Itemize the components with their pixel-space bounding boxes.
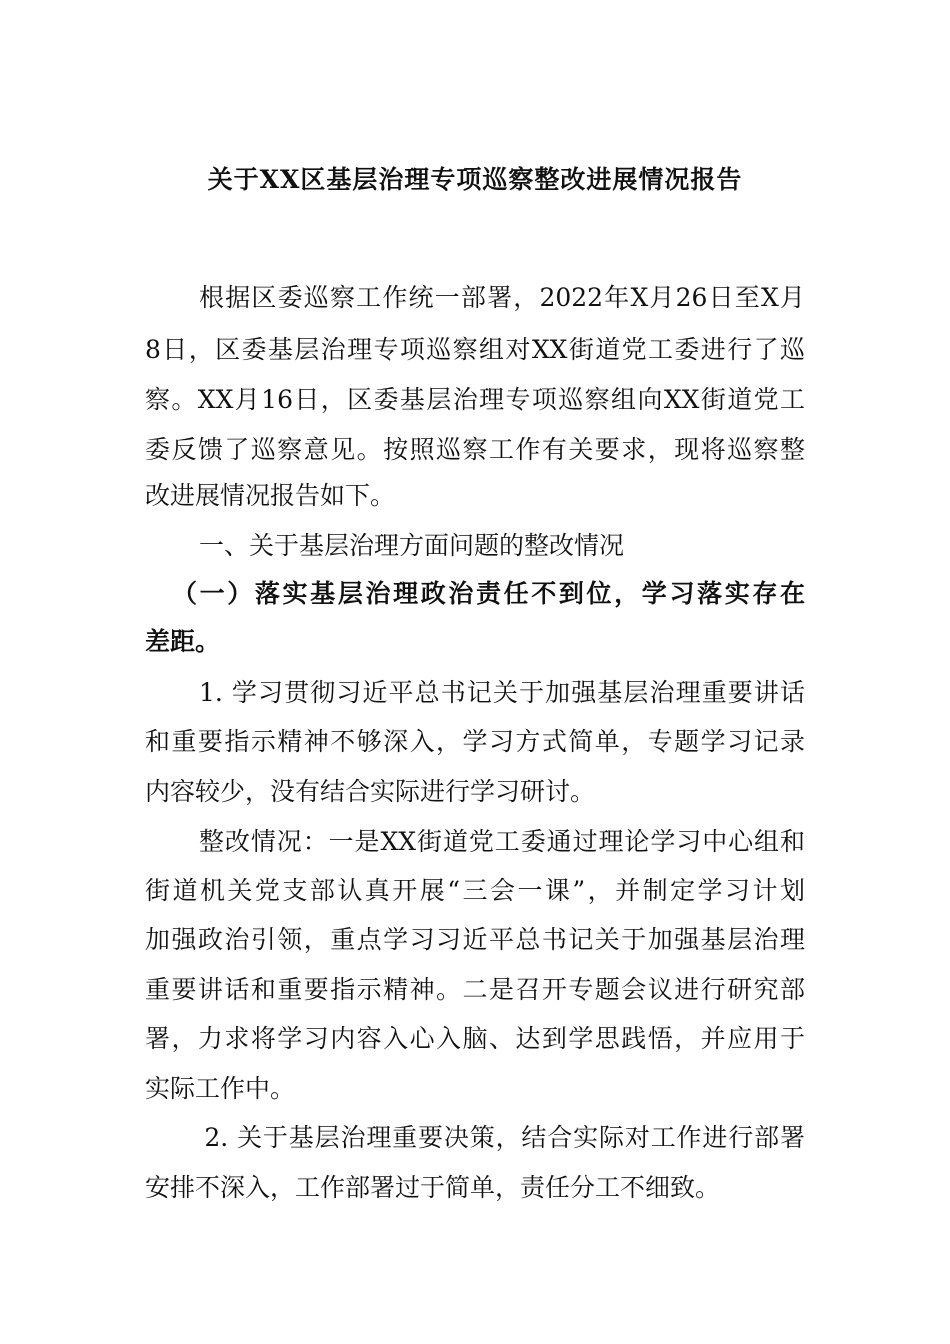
text-line: 一、关于基层治理方面问题的整改情况	[199, 531, 625, 560]
text-line: 安排不深入，工作部署过于简单，责任分工不细致。	[145, 1173, 721, 1202]
text-line: 实际工作中。	[145, 1074, 296, 1103]
text-line: 街道机关党支部认真开展“三会一课”，并制定学习计划	[145, 876, 805, 905]
text-line: 署，力求将学习内容入心入脑、达到学思践悟，并应用于	[145, 1024, 805, 1053]
text-line: 内容较少，没有结合实际进行学习研讨。	[145, 777, 596, 806]
text-line: 8日，区委基层治理专项巡察组对XX街道党工委进行了巡	[145, 335, 805, 364]
text-line: 改进展情况报告如下。	[145, 481, 396, 510]
text-line: 加强政治引领，重点学习习近平总书记关于加强基层治理	[145, 925, 805, 954]
text-line: 差距。	[145, 627, 221, 656]
text-line: 整改情况：一是XX街道党工委通过理论学习中心组和	[199, 827, 805, 856]
text-line: 根据区委巡察工作统一部署，2022年X月26日至X月	[199, 283, 805, 312]
text-line: （一）落实基层治理政治责任不到位，学习落实存在	[172, 579, 805, 608]
text-line: 和重要指示精神不够深入，学习方式简单，专题学习记录	[145, 727, 805, 756]
text-line: 察。XX月16日，区委基层治理专项巡察组向XX街道党工	[145, 385, 805, 414]
text-line: 2. 关于基层治理重要决策，结合实际对工作进行部署	[204, 1123, 805, 1152]
document-title: 关于XX区基层治理专项巡察整改进展情况报告	[207, 165, 743, 194]
text-line: 重要讲话和重要指示精神。二是召开专题会议进行研究部	[145, 975, 805, 1004]
text-line: 1. 学习贯彻习近平总书记关于加强基层治理重要讲话	[199, 678, 805, 707]
text-line: 委反馈了巡察意见。按照巡察工作有关要求，现将巡察整	[145, 435, 805, 464]
